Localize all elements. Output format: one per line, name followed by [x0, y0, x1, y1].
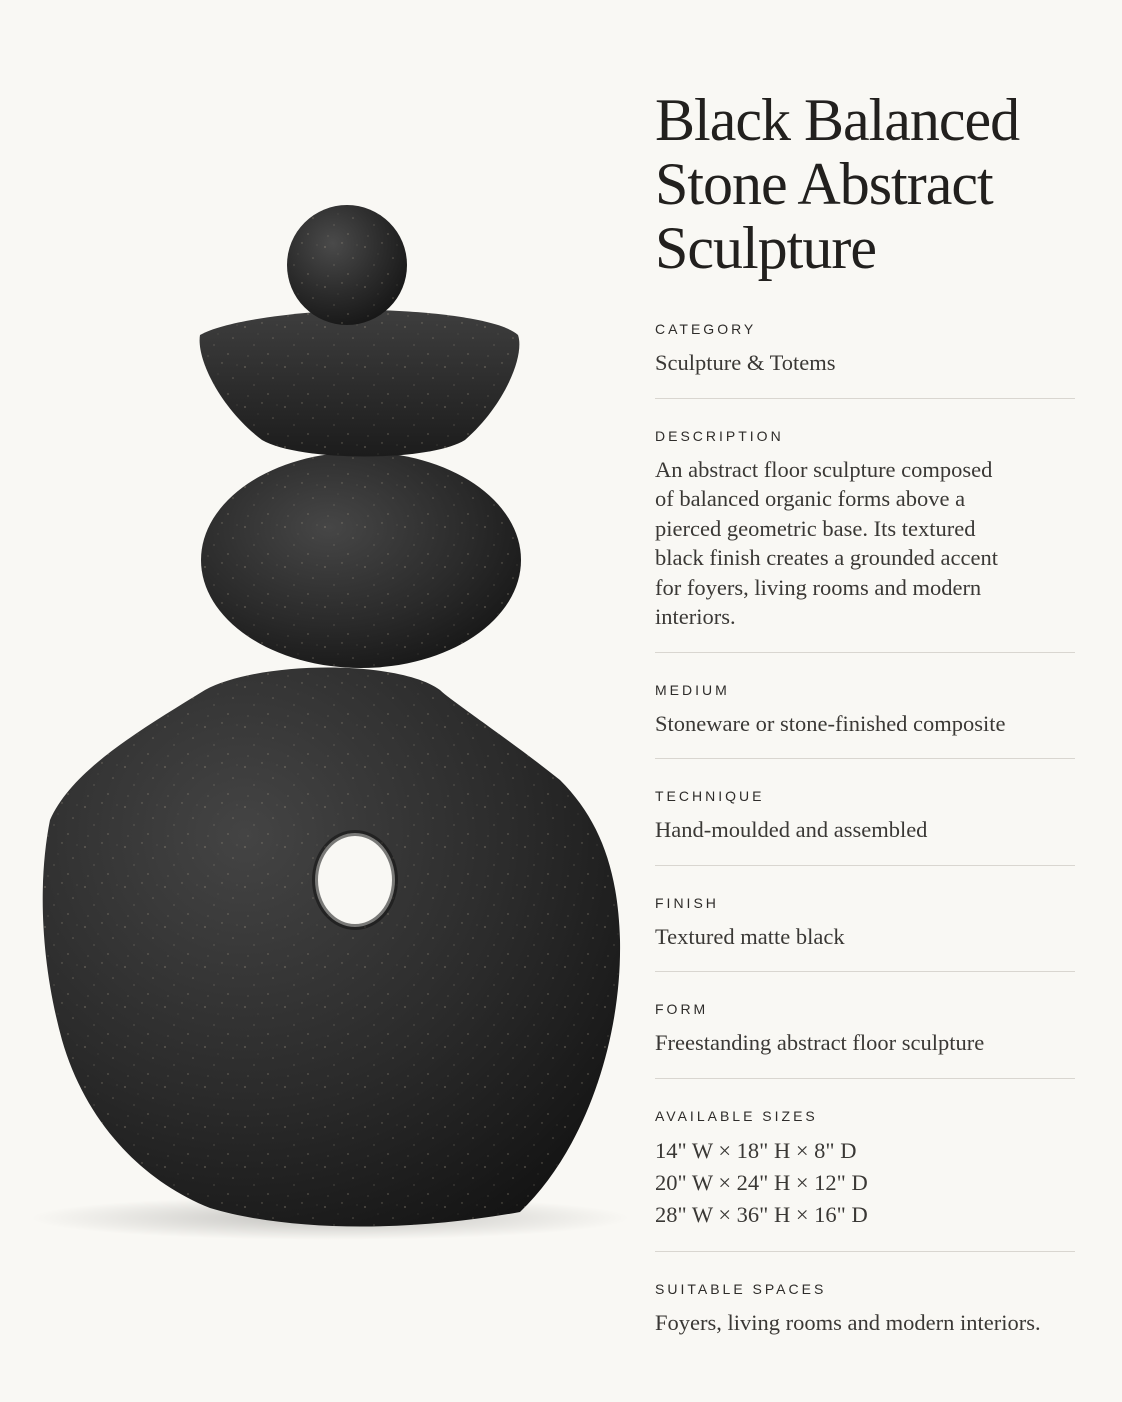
size-option: 14" W × 18" H × 8" D — [655, 1137, 857, 1163]
available-sizes-section — [655, 1107, 1075, 1252]
title-line-2: Stone Abstract — [655, 151, 993, 217]
description-text — [655, 455, 1075, 632]
description-line: An abstract floor sculpture composed — [655, 456, 993, 482]
finish-label: FINISH — [655, 894, 719, 911]
suitable-spaces-label: SUITABLE SPACES — [655, 1280, 827, 1297]
form-label: FORM — [655, 1001, 709, 1017]
description-label: DESCRIPTION — [655, 427, 784, 444]
available-sizes-label: AVAILABLE SIZES — [655, 1107, 818, 1124]
description-line: pierced geometric base. Its textured — [655, 515, 976, 541]
technique-label: TECHNIQUE — [655, 788, 765, 804]
category-value: Sculpture & Totems — [655, 350, 836, 375]
product-details-panel — [655, 88, 1075, 1357]
title-line-3: Sculpture — [655, 215, 876, 281]
medium-section — [655, 681, 1075, 760]
product-title — [655, 88, 1075, 280]
description-section — [655, 427, 1075, 653]
medium-label: MEDIUM — [655, 681, 730, 698]
description-line: of balanced organic forms above a — [655, 486, 966, 511]
technique-value: Hand-moulded and assembled — [655, 817, 928, 842]
size-option: 28" W × 36" H × 16" D — [655, 1201, 868, 1227]
category-label: CATEGORY — [655, 321, 757, 337]
description-line: black finish creates a grounded accent — [655, 545, 998, 570]
size-option: 20" W × 24" H × 12" D — [655, 1169, 868, 1195]
finish-section — [655, 894, 1075, 973]
suitable-spaces-section — [655, 1280, 1075, 1358]
form-value: Freestanding abstract floor sculpture — [655, 1030, 985, 1055]
title-line-1: Black Balanced — [655, 87, 1020, 153]
finish-value: Textured matte black — [655, 923, 845, 949]
suitable-spaces-value: Foyers, living rooms and modern interiors. — [655, 1309, 1041, 1335]
medium-value: Stoneware or stone-finished composite — [655, 710, 1006, 736]
form-section — [655, 1000, 1075, 1079]
description-line: interiors. — [655, 604, 736, 629]
technique-section — [655, 787, 1075, 866]
description-line: for foyers, living rooms and modern — [655, 574, 982, 600]
category-section — [655, 320, 1075, 399]
